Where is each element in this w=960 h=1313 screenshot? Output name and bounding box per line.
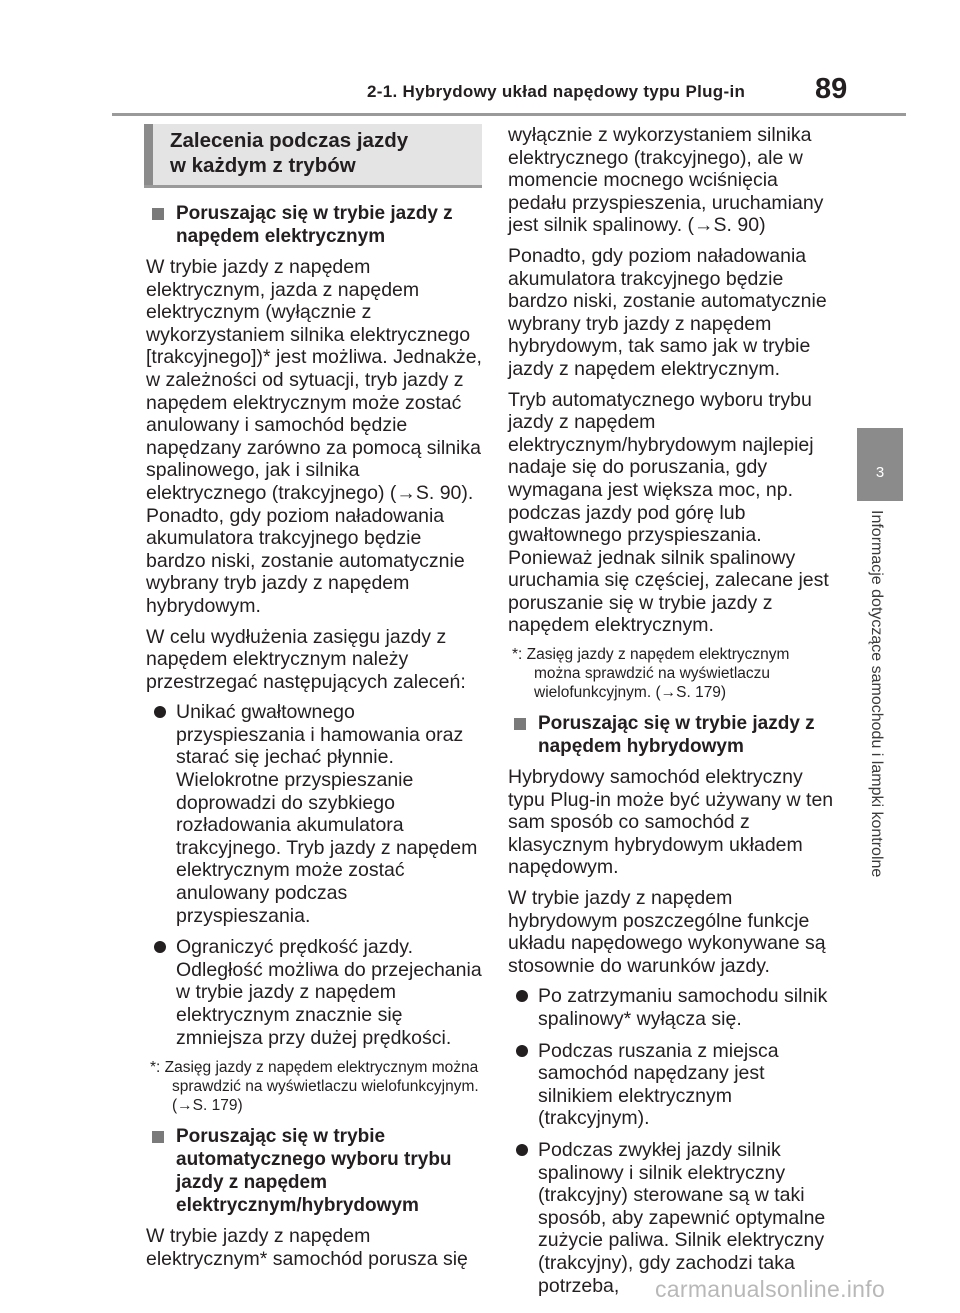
- footnote: *: Zasięg jazdy z napędem elektrycznym można sprawdzić na wyświetlaczu wielofunkcyjnym. (→S. 179): [150, 1059, 479, 1115]
- subheading-auto-mode: [146, 1125, 482, 1217]
- section-heading-box: [144, 124, 482, 188]
- paragraph: W trybie jazdy z napędem elektrycznym* samochód porusza się: [146, 1225, 468, 1270]
- bullet-item: [508, 1040, 834, 1130]
- bullet-text: Podczas ruszania z miejsca samochód napędzany jest silnikiem elektrycznym (trakcyjnym).: [538, 1039, 779, 1130]
- right-column: [508, 124, 834, 1306]
- bullet-text: Po zatrzymaniu samochodu silnik spalinowy* wyłącza się.: [538, 985, 828, 1030]
- circle-bullet-icon: [516, 1045, 528, 1057]
- left-column: [146, 124, 482, 1278]
- watermark: carmanualsonline.info: [655, 1276, 886, 1302]
- footnote: *: Zasięg jazdy z napędem elektrycznym można sprawdzić na wyświetlaczu wielofunkcyjnym. (→S. 179): [512, 646, 790, 702]
- bullet-item: [146, 701, 482, 927]
- bullet-item: [508, 985, 834, 1030]
- running-header: 2-1. Hybrydowy układ napędowy typu Plug-in: [367, 82, 746, 101]
- square-bullet-icon: [152, 208, 164, 220]
- circle-bullet-icon: [516, 1144, 528, 1156]
- paragraph: Tryb automatycznego wyboru trybu jazdy z napędem elektrycznym/hybrydowym najlepiej nadaje się do poruszania, gdy wymagana jest większa moc, np. podczas jazdy pod górę lub gwałtownego przyspieszania. Ponieważ jednak silnik spalinowy uruchamia się częściej, zalecane jest poruszanie się w trybie jazdy z napędem elektrycznym.: [508, 388, 829, 637]
- subheading-ev-mode: [146, 202, 482, 248]
- subheading-text: Poruszając się w trybie automatycznego wyboru trybu jazdy z napędem elektrycznym/hybrydowym: [176, 1126, 452, 1217]
- subheading-text: Poruszając się w trybie jazdy z napędem elektrycznym: [176, 203, 453, 247]
- paragraph: W celu wydłużenia zasięgu jazdy z napędem elektrycznym należy przestrzegać następujących zaleceń:: [146, 625, 466, 693]
- circle-bullet-icon: [154, 706, 166, 718]
- bullet-text: Ograniczyć prędkość jazdy. Odległość możliwa do przejechania w trybie jazdy z napędem elektrycznym znacznie się zmniejsza przy dużej prędkości.: [176, 936, 482, 1049]
- section-title-line1: Zalecenia podczas jazdy: [170, 129, 409, 152]
- subheading-hybrid-mode: [508, 712, 834, 758]
- header-rule: [112, 113, 906, 116]
- paragraph: W trybie jazdy z napędem hybrydowym poszczególne funkcje układu napędowego wykonywane są stosownie do warunków jazdy.: [508, 887, 826, 977]
- bullet-text: Unikać gwałtownego przyspieszania i hamowania oraz starać się jechać płynnie. Wielokrotne przyspieszanie doprowadzi do szybkiego rozładowania akumulatora trakcyjnego. Tryb jazdy z napędem elektrycznym może zostać anulowany podczas przyspieszania.: [176, 701, 478, 927]
- square-bullet-icon: [152, 1131, 164, 1143]
- circle-bullet-icon: [154, 941, 166, 953]
- bullet-item: [146, 936, 482, 1049]
- bullet-item: [508, 1139, 834, 1297]
- chapter-tab[interactable]: 3: [857, 428, 903, 501]
- paragraph: Hybrydowy samochód elektryczny typu Plug-in może być używany w ten sam sposób co samochód z klasycznym hybrydowym układem napędowym.: [508, 766, 834, 879]
- chapter-tab-label: Informacje dotyczące samochodu i lampki kontrolne: [868, 510, 885, 878]
- paragraph: W trybie jazdy z napędem elektrycznym, jazda z napędem elektrycznym (wyłącznie z wykorzystaniem silnika elektrycznego [trakcyjnego])* jest możliwa. Jednakże, w zależności od sytuacji, tryb jazdy z napędem elektrycznym może zostać anulowany i samochód będzie napędzany zarówno za pomocą silnika spalinowego, jak i silnika elektrycznego (trakcyjnego) (→S. 90). Ponadto, gdy poziom naładowania akumulatora trakcyjnego będzie bardzo niski, zostanie automatycznie wybrany tryb jazdy z napędem hybrydowym.: [146, 256, 482, 617]
- bullet-text: Podczas zwykłej jazdy silnik spalinowy i silnik elektryczny (trakcyjny) sterowane są w taki sposób, aby zapewnić optymalne zużycie paliwa. Silnik elektryczny (trakcyjny), gdy zachodzi taka potrzeba,: [538, 1138, 826, 1297]
- square-bullet-icon: [514, 718, 526, 730]
- paragraph: wyłącznie z wykorzystaniem silnika elektrycznego (trakcyjnego), ale w momencie mocnego wciśnięcia pedału przyspieszenia, uruchamiany jest silnik spalinowy. (→S. 90): [508, 124, 824, 237]
- circle-bullet-icon: [516, 990, 528, 1002]
- page-number: 89: [815, 73, 848, 105]
- paragraph: Ponadto, gdy poziom naładowania akumulatora trakcyjnego będzie bardzo niski, zostanie automatycznie wybrany tryb jazdy z napędem hybrydowym, tak samo jak w trybie jazdy z napędem elektrycznym.: [508, 244, 827, 380]
- subheading-text: Poruszając się w trybie jazdy z napędem hybrydowym: [538, 713, 815, 758]
- section-title-line2: w każdym z trybów: [170, 154, 356, 177]
